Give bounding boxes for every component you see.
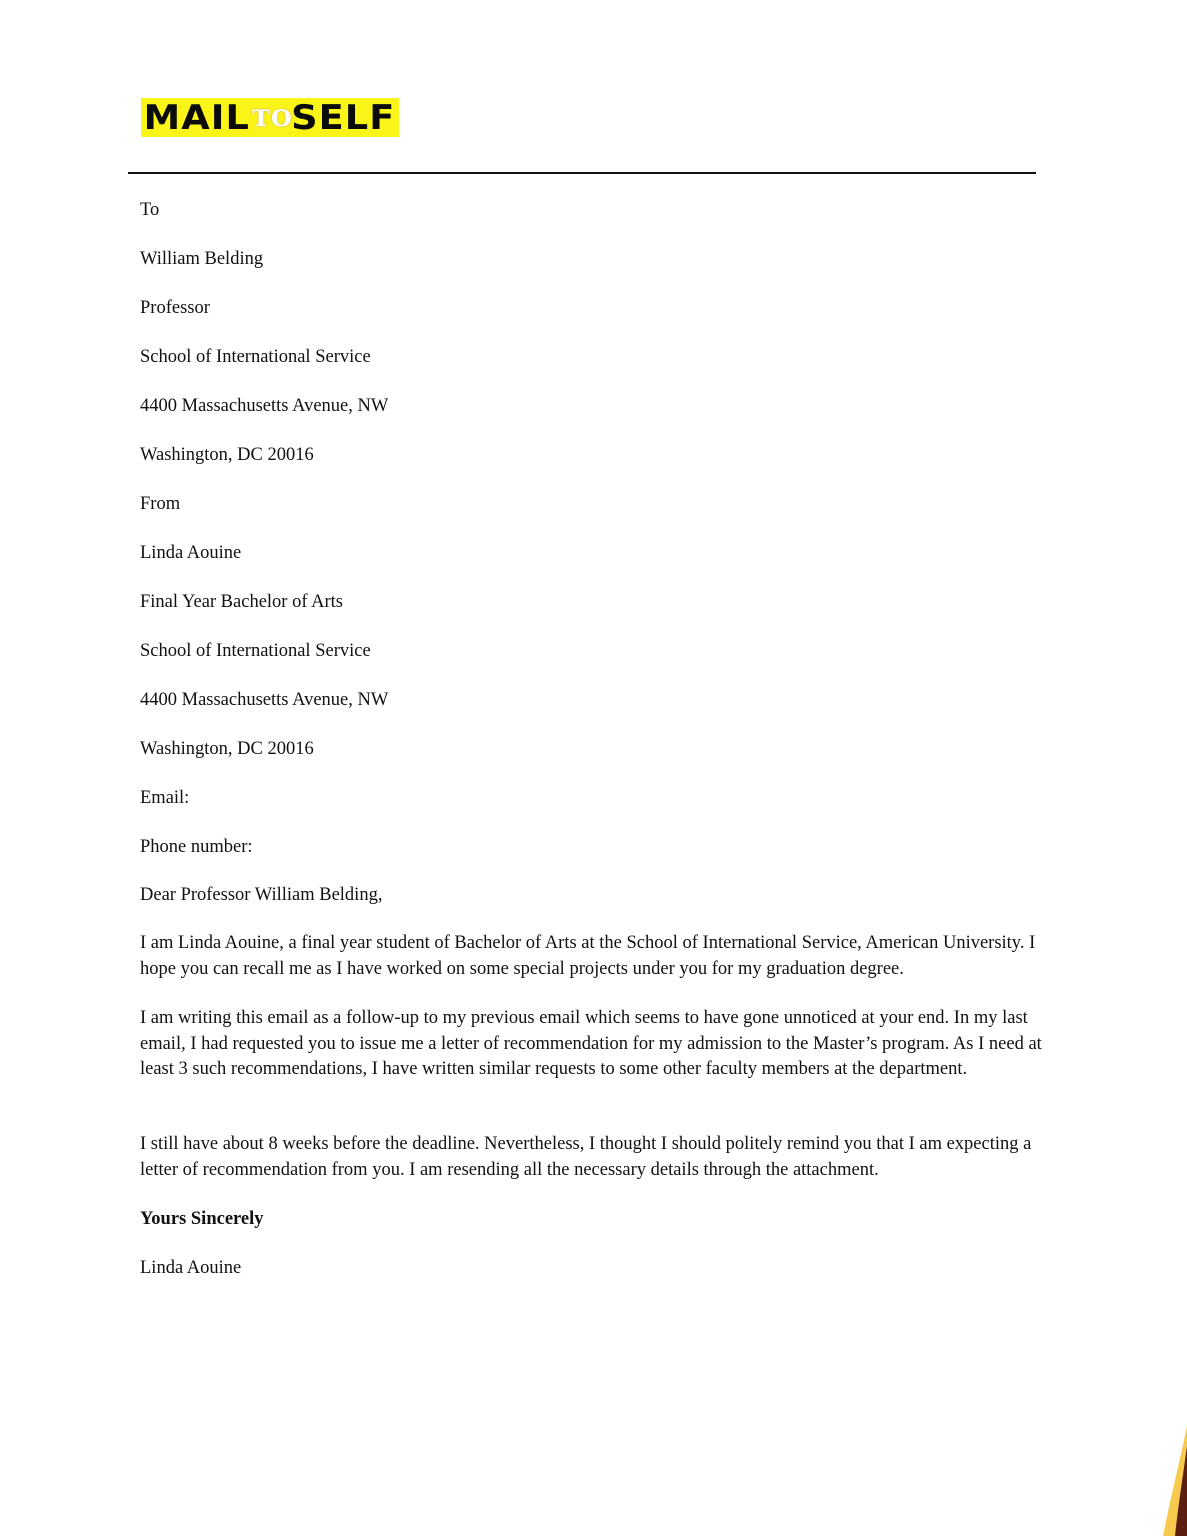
corner-decoration: [1147, 1426, 1187, 1536]
sender-name: Linda Aouine: [140, 543, 242, 563]
sender-email-label: Email:: [140, 788, 190, 808]
body-paragraph: I am writing this email as a follow-up to my previous email which seems to have gone unnoticed at your end. In my last email, I had requested you to issue me a letter of recommendation for my admission to the Master’s program. As I need at least 3 such recommendations, I have written similar requests to some other faculty members at the department.: [140, 1008, 1042, 1079]
body-paragraph: I still have about 8 weeks before the deadline. Nevertheless, I thought I should politely remind you that I am expecting a letter of recommendation from you. I am resending all the necessary details through the attachment.: [140, 1134, 1032, 1180]
header-divider: [128, 172, 1036, 174]
recipient-school: School of International Service: [140, 347, 371, 367]
logo-text-mail: MAIL: [144, 97, 251, 138]
mail-to-self-logo: [141, 98, 399, 137]
logo-text-self: SELF: [291, 97, 396, 138]
sender-school: School of International Service: [140, 641, 371, 661]
from-label: From: [140, 494, 181, 514]
body-paragraph: I am Linda Aouine, a final year student of Bachelor of Arts at the School of International Service, American University. I hope you can recall me as I have worked on some special projects under you for my graduation degree.: [140, 933, 1036, 979]
closing: Yours Sincerely: [140, 1209, 264, 1229]
logo-wordmark: [144, 98, 396, 138]
sender-phone-label: Phone number:: [140, 837, 253, 857]
recipient-title: Professor: [140, 298, 210, 318]
sender-city: Washington, DC 20016: [140, 739, 314, 759]
signature-name: Linda Aouine: [140, 1258, 242, 1278]
recipient-name: William Belding: [140, 249, 264, 269]
sender-title: Final Year Bachelor of Arts: [140, 592, 343, 612]
logo-text-to-wrap: [250, 104, 294, 134]
salutation: Dear Professor William Belding,: [140, 885, 383, 905]
recipient-city: Washington, DC 20016: [140, 445, 314, 465]
logo-text-to: TO: [252, 106, 294, 132]
to-label: To: [140, 200, 160, 220]
recipient-address: 4400 Massachusetts Avenue, NW: [140, 396, 389, 416]
sender-address: 4400 Massachusetts Avenue, NW: [140, 690, 389, 710]
